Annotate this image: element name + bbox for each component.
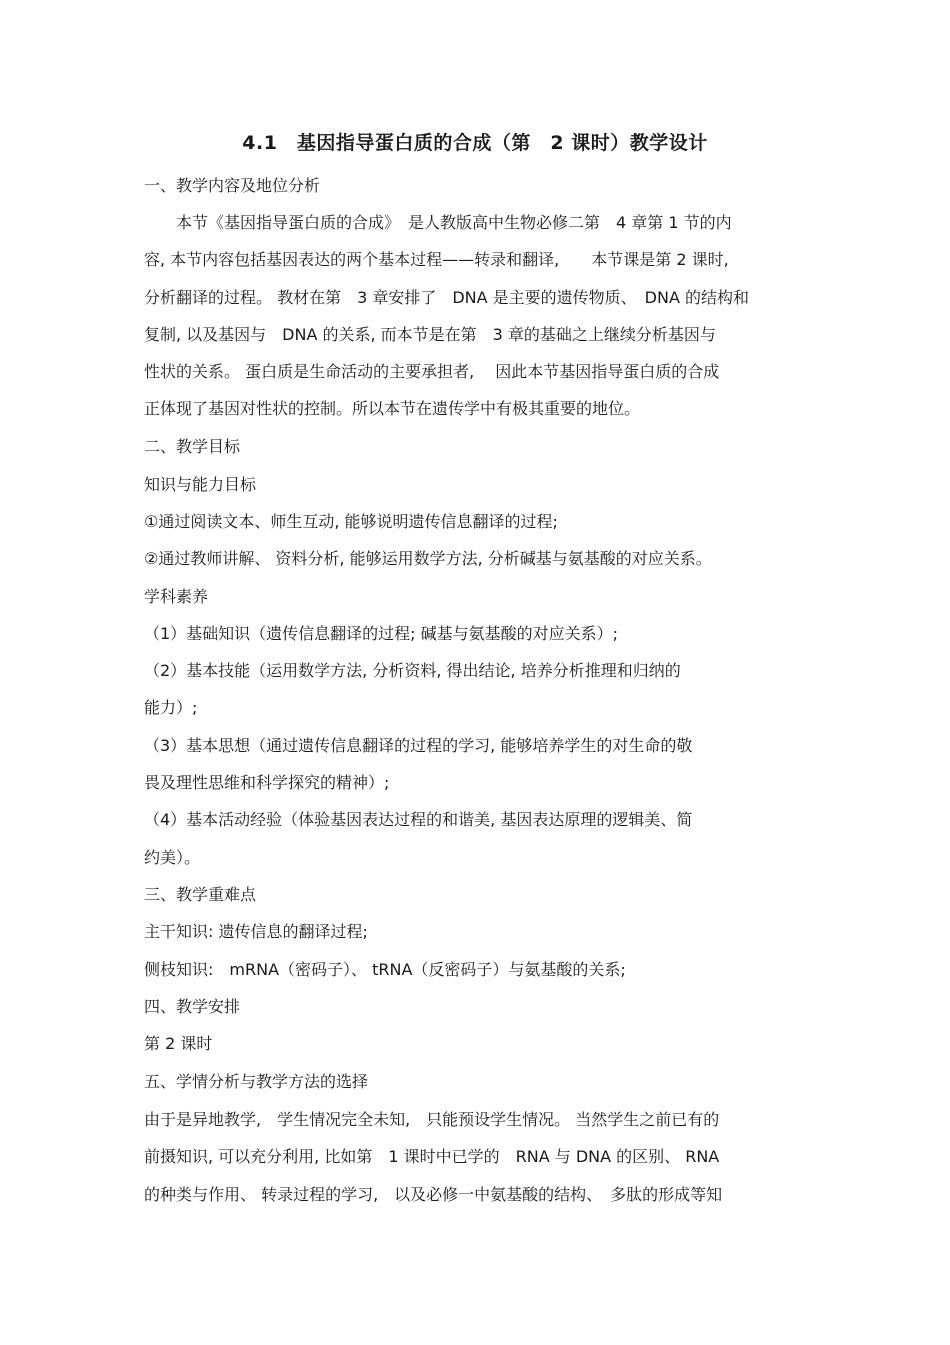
paragraph-line: 由于是异地教学, 学生情况完全未知, 只能预设学生情况。 当然学生之前已有的 — [144, 1110, 720, 1129]
list-item: ②通过教师讲解、 资料分析, 能够运用数学方法, 分析碱基与氨基酸的对应关系。 — [144, 549, 712, 568]
paragraph-line: 本节《基因指导蛋白质的合成》 是人教版高中生物必修二第 4 章第 1 节的内 — [176, 213, 732, 232]
paragraph-line: 侧枝知识: mRNA（密码子）、 tRNA（反密码子）与氨基酸的关系; — [144, 960, 626, 979]
paragraph-line: 前摄知识, 可以充分利用, 比如第 1 课时中已学的 RNA 与 DNA 的区别、 RNA — [144, 1147, 720, 1166]
paragraph-line: 分析翻译的过程。 教材在第 3 章安排了 DNA 是主要的遗传物质、 DNA 的结构和 — [144, 288, 749, 307]
paragraph-line: 性状的关系。 蛋白质是生命活动的主要承担者, 因此本节基因指导蛋白质的合成 — [144, 362, 720, 381]
list-item: 约美）。 — [144, 848, 201, 867]
paragraph-line: 复制, 以及基因与 DNA 的关系, 而本节是在第 3 章的基础之上继续分析基因与 — [144, 325, 716, 344]
section-heading-5: 五、学情分析与教学方法的选择 — [144, 1072, 369, 1091]
paragraph-line: 主干知识: 遗传信息的翻译过程; — [144, 922, 368, 941]
section-heading-4: 四、教学安排 — [144, 997, 241, 1016]
paragraph-line: 第 2 课时 — [144, 1034, 213, 1053]
list-item: （1）基础知识（遗传信息翻译的过程; 碱基与氨基酸的对应关系）; — [144, 624, 619, 643]
section-heading-3: 三、教学重难点 — [144, 885, 257, 904]
section-heading-2: 二、教学目标 — [144, 437, 241, 456]
section-heading-1: 一、教学内容及地位分析 — [144, 176, 321, 195]
subheading: 学科素养 — [144, 587, 209, 606]
list-item: （2）基本技能（运用数学方法, 分析资料, 得出结论, 培养分析推理和归纳的 — [144, 661, 681, 680]
list-item: （4）基本活动经验（体验基因表达过程的和谐美, 基因表达原理的逻辑美、简 — [144, 810, 693, 829]
document-title: 4.1 基因指导蛋白质的合成（第 2 课时）教学设计 — [242, 132, 708, 154]
paragraph-line: 容, 本节内容包括基因表达的两个基本过程——转录和翻译, 本节课是第 2 课时, — [144, 250, 729, 269]
subheading: 知识与能力目标 — [144, 475, 257, 494]
paragraph-line: 正体现了基因对性状的控制。所以本节在遗传学中有极其重要的地位。 — [144, 399, 641, 418]
list-item: 能力）; — [144, 698, 198, 717]
list-item: ①通过阅读文本、师生互动, 能够说明遗传信息翻译的过程; — [144, 512, 558, 531]
list-item: 畏及理性思维和科学探究的精神）; — [144, 773, 390, 792]
paragraph-line: 的种类与作用、 转录过程的学习, 以及必修一中氨基酸的结构、 多肽的形成等知 — [144, 1185, 723, 1204]
list-item: （3）基本思想（通过遗传信息翻译的过程的学习, 能够培养学生的对生命的敬 — [144, 736, 693, 755]
